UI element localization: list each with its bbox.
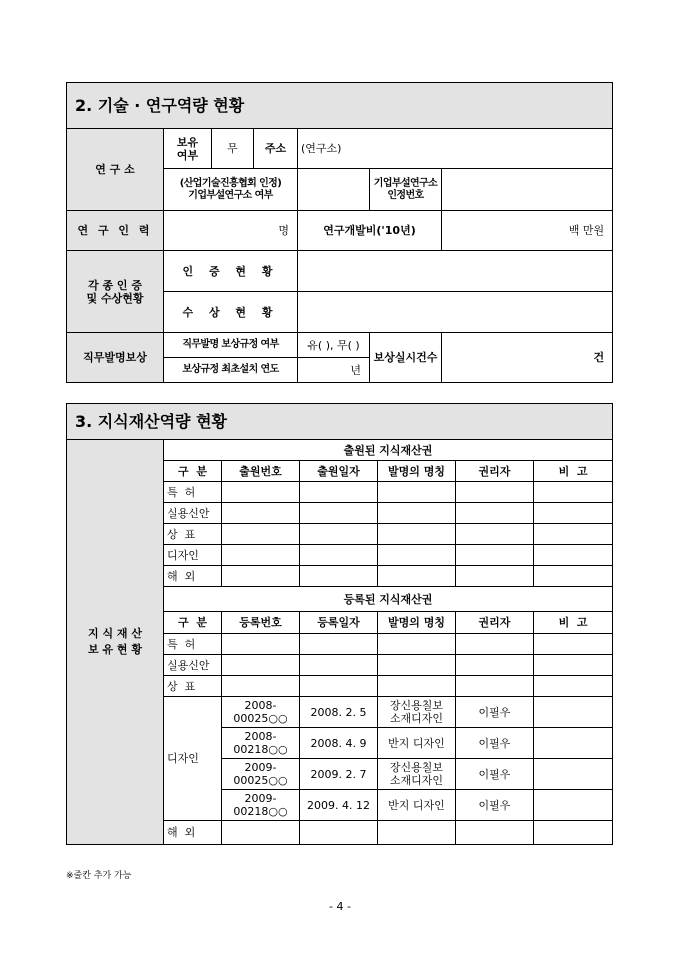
cell[interactable]	[300, 524, 378, 545]
invention-label: 직무발명보상	[67, 333, 164, 383]
staff-value[interactable]: 명	[164, 211, 298, 251]
filed-row-label: 해 외	[164, 566, 222, 587]
cert-value[interactable]	[298, 169, 370, 211]
invention-year-label: 보상규정 최초설치 연도	[164, 358, 298, 383]
cell[interactable]	[222, 482, 300, 503]
cell[interactable]	[456, 676, 534, 697]
cert-status-value[interactable]	[298, 251, 613, 292]
cell[interactable]	[534, 676, 613, 697]
tech-research-table	[66, 82, 613, 383]
cell[interactable]	[300, 503, 378, 524]
cell[interactable]	[534, 566, 613, 587]
cell[interactable]	[222, 566, 300, 587]
rnd-value[interactable]: 백 만원	[442, 211, 613, 251]
design-name: 반지 디자인	[378, 790, 456, 821]
design-name: 장신용칠보 소재디자인	[378, 697, 456, 728]
cell[interactable]	[300, 482, 378, 503]
cell[interactable]	[378, 821, 456, 845]
invention-rule-value[interactable]: 유( ), 무( )	[298, 333, 370, 358]
cell[interactable]	[300, 634, 378, 655]
cell[interactable]	[456, 503, 534, 524]
cell[interactable]	[534, 482, 613, 503]
cell[interactable]	[300, 545, 378, 566]
cell[interactable]	[378, 676, 456, 697]
filed-col: 발명의 명칭	[378, 461, 456, 482]
cell[interactable]	[534, 790, 613, 821]
cell[interactable]	[300, 566, 378, 587]
cert-no-value[interactable]	[442, 169, 613, 211]
cell[interactable]	[456, 566, 534, 587]
addr-value[interactable]: (연구소)	[298, 129, 613, 169]
design-no: 2009- 00025○○	[222, 759, 300, 790]
cert-no-label: 기업부설연구소 인정번호	[370, 169, 442, 211]
design-no: 2008- 00025○○	[222, 697, 300, 728]
ip-capacity-table	[66, 403, 613, 845]
design-name: 반지 디자인	[378, 728, 456, 759]
award-status-label: 수 상 현 황	[164, 292, 298, 333]
design-owner: 이필우	[456, 759, 534, 790]
cell[interactable]	[534, 524, 613, 545]
comp-count-label: 보상실시건수	[370, 333, 442, 383]
cell[interactable]	[222, 503, 300, 524]
cell[interactable]	[378, 634, 456, 655]
filed-header: 출원된 지식재산권	[164, 440, 613, 461]
overseas-label: 해 외	[164, 821, 222, 845]
cell[interactable]	[300, 821, 378, 845]
design-date: 2008. 4. 9	[300, 728, 378, 759]
addr-label: 주소	[254, 129, 298, 169]
cell[interactable]	[534, 655, 613, 676]
design-no: 2009- 00218○○	[222, 790, 300, 821]
reg-row-label: 특 허	[164, 634, 222, 655]
cert-status-label: 인 증 현 황	[164, 251, 298, 292]
cell[interactable]	[378, 524, 456, 545]
design-name: 장신용칠보 소재디자인	[378, 759, 456, 790]
cell[interactable]	[300, 676, 378, 697]
filed-col: 구 분	[164, 461, 222, 482]
invention-rule-label: 직무발명 보상규정 여부	[164, 333, 298, 358]
design-no: 2008- 00218○○	[222, 728, 300, 759]
reg-col: 발명의 명칭	[378, 612, 456, 634]
cell[interactable]	[534, 728, 613, 759]
cell[interactable]	[378, 482, 456, 503]
cell[interactable]	[534, 545, 613, 566]
section3-title: 3. 지식재산역량 현황	[67, 404, 613, 440]
reg-col: 등록일자	[300, 612, 378, 634]
award-label: 각 종 인 증 및 수상현황	[67, 251, 164, 333]
cell[interactable]	[222, 634, 300, 655]
reg-row-label: 상 표	[164, 676, 222, 697]
reg-header: 등록된 지식재산권	[164, 587, 613, 612]
comp-count-value[interactable]: 건	[442, 333, 613, 383]
footnote: ※줄칸 추가 가능	[66, 871, 132, 881]
cell[interactable]	[534, 821, 613, 845]
reg-col: 비 고	[534, 612, 613, 634]
design-date: 2009. 2. 7	[300, 759, 378, 790]
has-value[interactable]: 무	[212, 129, 254, 169]
cell[interactable]	[534, 634, 613, 655]
lab-label: 연 구 소	[67, 129, 164, 211]
reg-col: 권리자	[456, 612, 534, 634]
section2-title: 2. 기술 · 연구역량 현황	[67, 83, 613, 129]
filed-col: 비 고	[534, 461, 613, 482]
reg-col: 등록번호	[222, 612, 300, 634]
reg-col: 구 분	[164, 612, 222, 634]
cell[interactable]	[222, 821, 300, 845]
ip-side-label: 지 식 재 산 보 유 현 황	[67, 440, 164, 845]
cell[interactable]	[456, 821, 534, 845]
design-date: 2009. 4. 12	[300, 790, 378, 821]
design-label: 디자인	[164, 697, 222, 821]
filed-row-label: 특 허	[164, 482, 222, 503]
filed-col: 권리자	[456, 461, 534, 482]
reg-row-label: 실용신안	[164, 655, 222, 676]
cell[interactable]	[378, 566, 456, 587]
design-owner: 이필우	[456, 728, 534, 759]
cell[interactable]	[222, 676, 300, 697]
filed-row-label: 디자인	[164, 545, 222, 566]
cell[interactable]	[456, 545, 534, 566]
design-owner: 이필우	[456, 697, 534, 728]
cell[interactable]	[378, 545, 456, 566]
cell[interactable]	[456, 482, 534, 503]
cell[interactable]	[222, 545, 300, 566]
page-number: - 4 -	[329, 900, 351, 913]
has-label: 보유 여부	[164, 129, 212, 169]
rnd-label: 연구개발비('10년)	[298, 211, 442, 251]
design-owner: 이필우	[456, 790, 534, 821]
cell[interactable]	[456, 634, 534, 655]
cell[interactable]	[456, 655, 534, 676]
cell[interactable]	[456, 524, 534, 545]
filed-col: 출원일자	[300, 461, 378, 482]
filed-col: 출원번호	[222, 461, 300, 482]
filed-row-label: 실용신안	[164, 503, 222, 524]
cell[interactable]	[534, 697, 613, 728]
invention-year-value[interactable]: 년	[298, 358, 370, 383]
cell[interactable]	[378, 655, 456, 676]
cell[interactable]	[534, 759, 613, 790]
staff-label: 연 구 인 력	[67, 211, 164, 251]
cell[interactable]	[534, 503, 613, 524]
cert-label: (산업기술진흥협회 인정) 기업부설연구소 여부	[164, 169, 298, 211]
award-status-value[interactable]	[298, 292, 613, 333]
design-date: 2008. 2. 5	[300, 697, 378, 728]
cell[interactable]	[300, 655, 378, 676]
cell[interactable]	[378, 503, 456, 524]
cell[interactable]	[222, 524, 300, 545]
filed-row-label: 상 표	[164, 524, 222, 545]
cell[interactable]	[222, 655, 300, 676]
